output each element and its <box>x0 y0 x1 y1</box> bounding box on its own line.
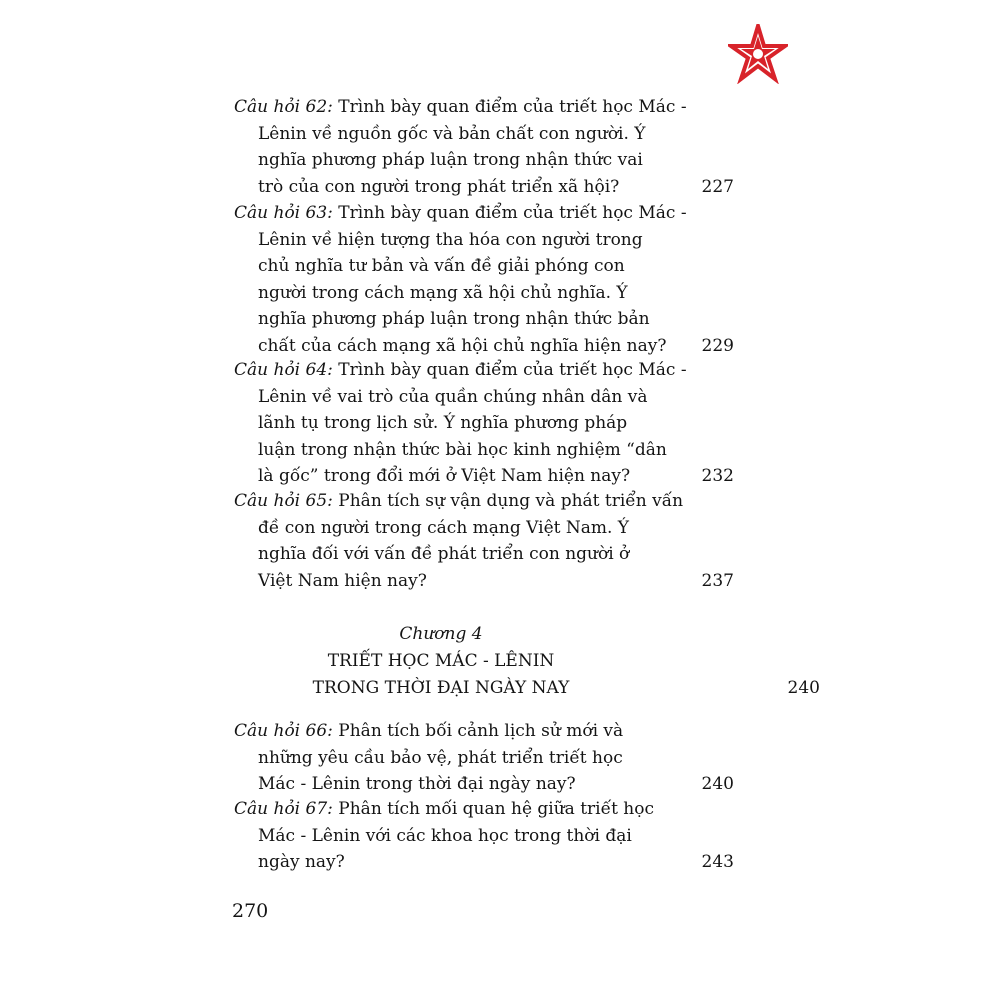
toc-entry-q62 <box>234 94 734 200</box>
toc-line: luận trong nhận thức bài học kinh nghiệm “dân <box>258 439 667 460</box>
entry-text: Phân tích mối quan hệ giữa triết học <box>332 799 655 819</box>
entry-lead: Câu hỏi 62: <box>234 97 333 117</box>
toc-line: nghĩa đối với vấn đề phát triển con người ở <box>258 544 630 564</box>
chapter-title-line-1: TRIẾT HỌC MÁC - LÊNIN <box>327 651 555 671</box>
entry-text: Trình bày quan điểm của triết học Mác - <box>332 97 687 117</box>
toc-entry-q65 <box>234 488 734 594</box>
entry-lead: Câu hỏi 65: <box>234 491 333 511</box>
toc-line: Mác - Lênin với các khoa học trong thời đại <box>258 825 632 846</box>
toc-line: người trong cách mạng xã hội chủ nghĩa. Ý <box>258 282 628 303</box>
toc-line <box>234 174 734 201</box>
toc-line <box>234 463 734 490</box>
entry-text: trò của con người trong phát triển xã hội? <box>258 176 620 197</box>
toc-line: Lênin về nguồn gốc và bản chất con người. Ý <box>258 123 646 144</box>
toc-line <box>234 849 734 876</box>
publisher-logo <box>728 24 788 84</box>
toc-line: nghĩa phương pháp luận trong nhận thức bản <box>258 309 650 329</box>
toc-line: Lênin về vai trò của quần chúng nhân dân và <box>258 386 648 407</box>
page-number: 227 <box>701 176 734 197</box>
entry-lead: Câu hỏi 63: <box>234 203 333 223</box>
toc-line: Lênin về hiện tượng tha hóa con người trong <box>258 229 643 250</box>
entry-text: Phân tích bối cảnh lịch sử mới và <box>332 721 624 741</box>
toc-line <box>234 200 734 227</box>
toc-entry-q67 <box>234 796 734 876</box>
entry-text: là gốc” trong đổi mới ở Việt Nam hiện nay? <box>258 466 631 486</box>
toc-line <box>234 94 734 121</box>
chapter-title-text: TRONG THỜI ĐẠI NGÀY NAY <box>312 678 570 698</box>
entry-text: Trình bày quan điểm của triết học Mác - <box>332 203 687 223</box>
page-number: 232 <box>701 466 734 486</box>
entry-lead: Câu hỏi 67: <box>234 799 333 819</box>
entry-text: chất của cách mạng xã hội chủ nghĩa hiện nay? <box>258 335 667 356</box>
toc-line <box>234 796 734 823</box>
toc-line <box>234 771 734 798</box>
toc-line <box>234 333 734 360</box>
folio-page-number: 270 <box>232 900 269 922</box>
page-number: 237 <box>701 570 734 591</box>
toc-line: đề con người trong cách mạng Việt Nam. Ý <box>258 517 630 538</box>
chapter-title-line-2 <box>234 675 820 702</box>
page-number: 240 <box>787 678 820 698</box>
star-mark <box>731 26 785 79</box>
toc-line: những yêu cầu bảo vệ, phát triển triết học <box>258 747 623 768</box>
entry-text: ngày nay? <box>258 852 345 872</box>
toc-line <box>234 718 734 745</box>
toc-line: nghĩa phương pháp luận trong nhận thức vai <box>258 150 643 170</box>
toc-line <box>234 568 734 595</box>
toc-entry-q63 <box>234 200 734 359</box>
toc-line <box>234 357 734 384</box>
page-number: 240 <box>701 774 734 794</box>
entry-text: Phân tích sự vận dụng và phát triển vấn <box>332 491 684 511</box>
toc-entry-q66 <box>234 718 734 798</box>
chapter-heading <box>234 621 820 702</box>
chapter-label: Chương 4 <box>399 624 483 644</box>
page-number: 243 <box>701 852 734 872</box>
entry-text: Mác - Lênin trong thời đại ngày nay? <box>258 774 576 794</box>
entry-text: Trình bày quan điểm của triết học Mác - <box>332 360 687 380</box>
page-number: 229 <box>701 335 734 356</box>
toc-entry-q64 <box>234 357 734 490</box>
entry-lead: Câu hỏi 66: <box>234 721 333 741</box>
entry-lead: Câu hỏi 64: <box>234 360 333 380</box>
toc-line: lãnh tụ trong lịch sử. Ý nghĩa phương pháp <box>258 413 628 433</box>
entry-text: Việt Nam hiện nay? <box>258 570 427 591</box>
toc-line: chủ nghĩa tư bản và vấn đề giải phóng con <box>258 256 625 276</box>
toc-line <box>234 488 734 515</box>
